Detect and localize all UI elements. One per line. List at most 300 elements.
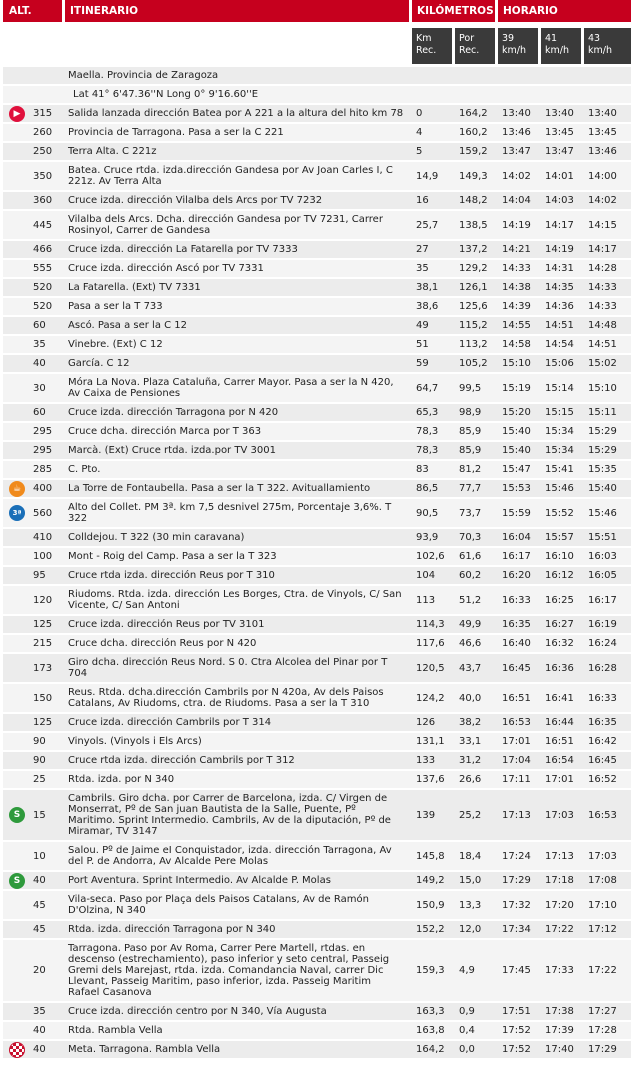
km-recorridos: 38,6 xyxy=(412,298,455,317)
itinerary-description: Cruce izda. dirección Vilalba dels Arcs por TV 7232 xyxy=(65,192,412,211)
time-41kmh: 17:01 xyxy=(541,771,584,790)
row-icon-cell xyxy=(3,124,31,143)
row-icon-cell xyxy=(3,891,31,921)
time-41kmh: 14:54 xyxy=(541,336,584,355)
speed-39-header: 39 km/h xyxy=(498,28,541,64)
km-por-recorrer: 61,6 xyxy=(455,548,498,567)
time-41kmh: 13:40 xyxy=(541,105,584,124)
time-41kmh: 15:46 xyxy=(541,480,584,499)
table-row xyxy=(3,872,631,891)
time-43kmh: 14:17 xyxy=(584,241,631,260)
km-por-recorrer: 77,7 xyxy=(455,480,498,499)
time-41kmh: 17:40 xyxy=(541,1041,584,1060)
altitude: 295 xyxy=(31,423,65,442)
table-row xyxy=(3,1022,631,1041)
itinerary-description: Ascó. Pasa a ser la C 12 xyxy=(65,317,412,336)
itinerary-description: Marcà. (Ext) Cruce rtda. izda.por TV 3001 xyxy=(65,442,412,461)
altitude: 20 xyxy=(31,940,65,1003)
sprint-icon: S xyxy=(9,807,25,823)
km-por-recorrer: 26,6 xyxy=(455,771,498,790)
time-43kmh: 15:35 xyxy=(584,461,631,480)
altitude: 125 xyxy=(31,714,65,733)
time-43kmh: 15:11 xyxy=(584,404,631,423)
altitude: 400 xyxy=(31,480,65,499)
km-recorridos: 139 xyxy=(412,790,455,842)
km-recorridos: 27 xyxy=(412,241,455,260)
altitude: 90 xyxy=(31,752,65,771)
altitude: 95 xyxy=(31,567,65,586)
time-41kmh: 14:36 xyxy=(541,298,584,317)
row-icon-cell xyxy=(3,241,31,260)
time-43kmh: 15:51 xyxy=(584,529,631,548)
km-por-recorrer: 115,2 xyxy=(455,317,498,336)
row-icon-cell xyxy=(3,192,31,211)
km-recorridos: 64,7 xyxy=(412,374,455,404)
time-39kmh: 16:53 xyxy=(498,714,541,733)
altitude: 35 xyxy=(31,1003,65,1022)
intro-row xyxy=(3,67,631,86)
time-41kmh: 16:10 xyxy=(541,548,584,567)
km-recorridos: 131,1 xyxy=(412,733,455,752)
altitude: 45 xyxy=(31,921,65,940)
km-por-recorrer: 125,6 xyxy=(455,298,498,317)
km-por-recorrer: 81,2 xyxy=(455,461,498,480)
time-41kmh: 15:34 xyxy=(541,423,584,442)
row-icon-cell xyxy=(3,733,31,752)
itinerary-description: Batea. Cruce rtda. izda.dirección Gandesa por Av Joan Carles I, C 221z. Av Terra Alta xyxy=(65,162,412,192)
table-row xyxy=(3,1003,631,1022)
row-icon-cell xyxy=(3,872,31,891)
itinerary-description: La Fatarella. (Ext) TV 7331 xyxy=(65,279,412,298)
row-icon-cell xyxy=(3,105,31,124)
table-row xyxy=(3,586,631,616)
alt-header: ALT. xyxy=(3,0,65,22)
table-row xyxy=(3,567,631,586)
altitude: 260 xyxy=(31,124,65,143)
altitude: 215 xyxy=(31,635,65,654)
table-row xyxy=(3,480,631,499)
altitude: 520 xyxy=(31,279,65,298)
itinerary-description: Cruce rtda izda. dirección Reus por T 310 xyxy=(65,567,412,586)
km-por-recorrer: 99,5 xyxy=(455,374,498,404)
time-39kmh: 15:59 xyxy=(498,499,541,529)
time-39kmh: 14:39 xyxy=(498,298,541,317)
time-41kmh: 16:36 xyxy=(541,654,584,684)
time-43kmh: 14:02 xyxy=(584,192,631,211)
row-icon-cell xyxy=(3,355,31,374)
time-39kmh: 17:32 xyxy=(498,891,541,921)
time-39kmh: 16:45 xyxy=(498,654,541,684)
km-recorridos: 16 xyxy=(412,192,455,211)
itinerary-page xyxy=(3,0,631,1060)
km-recorridos: 150,9 xyxy=(412,891,455,921)
km-por-recorrer: 12,0 xyxy=(455,921,498,940)
itinerary-description: Rtda. izda. por N 340 xyxy=(65,771,412,790)
altitude: 150 xyxy=(31,684,65,714)
time-41kmh: 14:17 xyxy=(541,211,584,241)
table-row xyxy=(3,499,631,529)
time-41kmh: 14:35 xyxy=(541,279,584,298)
altitude: 295 xyxy=(31,442,65,461)
time-43kmh: 15:46 xyxy=(584,499,631,529)
time-43kmh: 17:29 xyxy=(584,1041,631,1060)
km-por-recorrer: 113,2 xyxy=(455,336,498,355)
time-39kmh: 14:04 xyxy=(498,192,541,211)
km-recorridos: 137,6 xyxy=(412,771,455,790)
km-por-recorrer: 46,6 xyxy=(455,635,498,654)
itinerary-description: Tarragona. Paso por Av Roma, Carrer Pere Martell, rtdas. en descenso (estrechamiento), paso inferior y seto central, Passeig Gremi dels Marejast, rtda. izda. Comandancia Naval, carrer Dic Llevant, Passeig Maritim, paso inferior, izda. Passeig Maritim Rafael Casanova xyxy=(65,940,412,1003)
altitude: 40 xyxy=(31,1041,65,1060)
table-row xyxy=(3,635,631,654)
time-43kmh: 17:03 xyxy=(584,842,631,872)
time-39kmh: 16:20 xyxy=(498,567,541,586)
itinerary-description: Cruce izda. dirección Cambrils por T 314 xyxy=(65,714,412,733)
itinerary-description: Reus. Rtda. dcha.dirección Cambrils por N 420a, Av dels Paisos Catalans, Av Riudoms, ctra. de Riudoms. Pasa a ser la T 310 xyxy=(65,684,412,714)
table-row xyxy=(3,529,631,548)
itinerary-description: García. C 12 xyxy=(65,355,412,374)
row-icon-cell xyxy=(3,586,31,616)
km-recorridos: 49 xyxy=(412,317,455,336)
itinerary-description: La Torre de Fontaubella. Pasa a ser la T 322. Avituallamiento xyxy=(65,480,412,499)
time-39kmh: 16:51 xyxy=(498,684,541,714)
altitude: 285 xyxy=(31,461,65,480)
row-icon-cell xyxy=(3,162,31,192)
km-recorridos: 93,9 xyxy=(412,529,455,548)
time-43kmh: 16:03 xyxy=(584,548,631,567)
table-row xyxy=(3,355,631,374)
km-recorridos: 78,3 xyxy=(412,442,455,461)
table-row xyxy=(3,442,631,461)
km-por-recorrer: 85,9 xyxy=(455,442,498,461)
time-39kmh: 17:51 xyxy=(498,1003,541,1022)
time-41kmh: 14:19 xyxy=(541,241,584,260)
table-row xyxy=(3,279,631,298)
table-row xyxy=(3,790,631,842)
itinerary-description: Riudoms. Rtda. izda. dirección Les Borges, Ctra. de Vinyols, C/ San Vicente, C/ San Antoni xyxy=(65,586,412,616)
itinerary-description: Mont - Roig del Camp. Pasa a ser la T 323 xyxy=(65,548,412,567)
table-row xyxy=(3,616,631,635)
km-recorridos: 86,5 xyxy=(412,480,455,499)
itinerary-description: Vilalba dels Arcs. Dcha. dirección Gandesa por TV 7231, Carrer Rosinyol, Carrer de Gandesa xyxy=(65,211,412,241)
itinerary-description: Salida lanzada dirección Batea por A 221 a la altura del hito km 78 xyxy=(65,105,412,124)
time-43kmh: 16:24 xyxy=(584,635,631,654)
km-por-recorrer: 49,9 xyxy=(455,616,498,635)
kilometros-header: KILÓMETROS xyxy=(412,0,498,22)
time-39kmh: 13:46 xyxy=(498,124,541,143)
altitude: 466 xyxy=(31,241,65,260)
time-39kmh: 17:52 xyxy=(498,1022,541,1041)
km-por-recorrer: 138,5 xyxy=(455,211,498,241)
km-recorridos: 4 xyxy=(412,124,455,143)
time-39kmh: 15:10 xyxy=(498,355,541,374)
itinerary-description: Colldejou. T 322 (30 min caravana) xyxy=(65,529,412,548)
km-por-recorrer: 126,1 xyxy=(455,279,498,298)
time-43kmh: 17:22 xyxy=(584,940,631,1003)
row-icon-cell xyxy=(3,317,31,336)
km-por-recorrer: 31,2 xyxy=(455,752,498,771)
time-41kmh: 17:22 xyxy=(541,921,584,940)
km-por-recorrer: 0,4 xyxy=(455,1022,498,1041)
time-39kmh: 14:38 xyxy=(498,279,541,298)
table-row xyxy=(3,891,631,921)
intro-text: Lat 41° 6'47.36''N Long 0° 9'16.60''E xyxy=(65,86,412,105)
time-43kmh: 16:05 xyxy=(584,567,631,586)
itinerary-rows xyxy=(3,67,631,1060)
itinerary-description: C. Pto. xyxy=(65,461,412,480)
row-icon-cell xyxy=(3,548,31,567)
altitude: 35 xyxy=(31,336,65,355)
time-39kmh: 15:20 xyxy=(498,404,541,423)
row-icon-cell xyxy=(3,499,31,529)
time-43kmh: 17:10 xyxy=(584,891,631,921)
km-recorridos: 120,5 xyxy=(412,654,455,684)
km-por-recorrer: 105,2 xyxy=(455,355,498,374)
km-recorridos: 51 xyxy=(412,336,455,355)
row-icon-cell xyxy=(3,635,31,654)
altitude: 120 xyxy=(31,586,65,616)
row-icon-cell xyxy=(3,404,31,423)
table-row xyxy=(3,124,631,143)
table-row xyxy=(3,733,631,752)
table-row xyxy=(3,684,631,714)
feed-zone-icon: ☕ xyxy=(9,481,25,497)
altitude: 15 xyxy=(31,790,65,842)
table-row xyxy=(3,298,631,317)
time-39kmh: 17:29 xyxy=(498,872,541,891)
table-row xyxy=(3,654,631,684)
km-recorridos: 35 xyxy=(412,260,455,279)
altitude: 173 xyxy=(31,654,65,684)
time-43kmh: 17:08 xyxy=(584,872,631,891)
km-por-recorrer: 73,7 xyxy=(455,499,498,529)
altitude: 40 xyxy=(31,1022,65,1041)
time-39kmh: 17:24 xyxy=(498,842,541,872)
table-row xyxy=(3,143,631,162)
km-por-recorrer: 164,2 xyxy=(455,105,498,124)
km-por-recorrer: 38,2 xyxy=(455,714,498,733)
time-43kmh: 14:15 xyxy=(584,211,631,241)
altitude: 315 xyxy=(31,105,65,124)
altitude: 445 xyxy=(31,211,65,241)
time-43kmh: 16:52 xyxy=(584,771,631,790)
time-41kmh: 16:51 xyxy=(541,733,584,752)
itinerary-description: Cruce izda. dirección Reus por TV 3101 xyxy=(65,616,412,635)
time-43kmh: 16:19 xyxy=(584,616,631,635)
altitude: 40 xyxy=(31,872,65,891)
km-por-recorrer: 33,1 xyxy=(455,733,498,752)
time-39kmh: 16:17 xyxy=(498,548,541,567)
itinerary-description: Cruce izda. dirección La Fatarella por TV 7333 xyxy=(65,241,412,260)
time-39kmh: 14:21 xyxy=(498,241,541,260)
itinerary-description: Terra Alta. C 221z xyxy=(65,143,412,162)
time-41kmh: 15:41 xyxy=(541,461,584,480)
itinerary-description: Vinebre. (Ext) C 12 xyxy=(65,336,412,355)
time-43kmh: 15:29 xyxy=(584,423,631,442)
sprint-icon: S xyxy=(9,873,25,889)
mountain-pass-icon: 3ª xyxy=(9,505,25,521)
itinerary-description: Rtda. izda. dirección Tarragona por N 340 xyxy=(65,921,412,940)
row-icon-cell xyxy=(3,374,31,404)
time-39kmh: 14:55 xyxy=(498,317,541,336)
km-recorridos: 102,6 xyxy=(412,548,455,567)
time-41kmh: 14:01 xyxy=(541,162,584,192)
time-39kmh: 17:11 xyxy=(498,771,541,790)
altitude: 125 xyxy=(31,616,65,635)
time-39kmh: 17:04 xyxy=(498,752,541,771)
row-icon-cell xyxy=(3,1022,31,1041)
altitude: 60 xyxy=(31,317,65,336)
time-43kmh: 14:33 xyxy=(584,279,631,298)
finish-flag-icon xyxy=(9,1042,25,1058)
time-41kmh: 17:13 xyxy=(541,842,584,872)
time-39kmh: 14:02 xyxy=(498,162,541,192)
table-row xyxy=(3,404,631,423)
table-row xyxy=(3,374,631,404)
time-39kmh: 17:01 xyxy=(498,733,541,752)
time-39kmh: 15:40 xyxy=(498,442,541,461)
time-43kmh: 14:33 xyxy=(584,298,631,317)
km-por-recorrer: 149,3 xyxy=(455,162,498,192)
row-icon-cell xyxy=(3,336,31,355)
table-row xyxy=(3,1041,631,1060)
km-recorridos: 145,8 xyxy=(412,842,455,872)
time-41kmh: 16:25 xyxy=(541,586,584,616)
altitude: 10 xyxy=(31,842,65,872)
km-recorridos: 163,3 xyxy=(412,1003,455,1022)
altitude: 40 xyxy=(31,355,65,374)
horario-header: HORARIO xyxy=(498,0,631,22)
time-39kmh: 15:19 xyxy=(498,374,541,404)
altitude: 30 xyxy=(31,374,65,404)
km-por-recorrer: 43,7 xyxy=(455,654,498,684)
table-row xyxy=(3,461,631,480)
itinerario-header: ITINERARIO xyxy=(65,0,412,22)
itinerary-description: Alto del Collet. PM 3ª. km 7,5 desnivel 275m, Porcentaje 3,6%. T 322 xyxy=(65,499,412,529)
altitude: 45 xyxy=(31,891,65,921)
time-41kmh: 13:47 xyxy=(541,143,584,162)
row-icon-cell xyxy=(3,567,31,586)
time-41kmh: 16:54 xyxy=(541,752,584,771)
time-43kmh: 17:28 xyxy=(584,1022,631,1041)
speed-43-header: 43 km/h xyxy=(584,28,631,64)
altitude: 350 xyxy=(31,162,65,192)
row-icon-cell xyxy=(3,442,31,461)
km-recorridos: 14,9 xyxy=(412,162,455,192)
time-41kmh: 14:03 xyxy=(541,192,584,211)
row-icon-cell xyxy=(3,423,31,442)
row-icon-cell xyxy=(3,461,31,480)
time-43kmh: 13:40 xyxy=(584,105,631,124)
itinerary-description: Meta. Tarragona. Rambla Vella xyxy=(65,1041,412,1060)
table-row xyxy=(3,192,631,211)
itinerary-description: Vila-seca. Paso por Plaça dels Paisos Catalans, Av de Ramón D'Olzina, N 340 xyxy=(65,891,412,921)
time-41kmh: 17:39 xyxy=(541,1022,584,1041)
time-41kmh: 16:27 xyxy=(541,616,584,635)
itinerary-description: Provincia de Tarragona. Pasa a ser la C 221 xyxy=(65,124,412,143)
table-row xyxy=(3,921,631,940)
table-row xyxy=(3,260,631,279)
row-icon-cell xyxy=(3,921,31,940)
km-recorridos: 114,3 xyxy=(412,616,455,635)
time-41kmh: 17:33 xyxy=(541,940,584,1003)
km-por-recorrer: 148,2 xyxy=(455,192,498,211)
km-recorridos: 90,5 xyxy=(412,499,455,529)
altitude: 250 xyxy=(31,143,65,162)
time-41kmh: 17:20 xyxy=(541,891,584,921)
intro-text: Maella. Provincia de Zaragoza xyxy=(65,67,412,86)
km-por-recorrer: 0,9 xyxy=(455,1003,498,1022)
time-39kmh: 16:04 xyxy=(498,529,541,548)
row-icon-cell xyxy=(3,480,31,499)
km-por-recorrer: 159,2 xyxy=(455,143,498,162)
altitude: 60 xyxy=(31,404,65,423)
row-icon-cell xyxy=(3,714,31,733)
time-39kmh: 13:40 xyxy=(498,105,541,124)
time-41kmh: 17:03 xyxy=(541,790,584,842)
itinerary-description: Rtda. Rambla Vella xyxy=(65,1022,412,1041)
itinerary-description: Cruce izda. dirección Tarragona por N 420 xyxy=(65,404,412,423)
time-43kmh: 14:28 xyxy=(584,260,631,279)
row-icon-cell xyxy=(3,684,31,714)
time-43kmh: 15:40 xyxy=(584,480,631,499)
km-por-recorrer: 98,9 xyxy=(455,404,498,423)
time-41kmh: 16:44 xyxy=(541,714,584,733)
row-icon-cell xyxy=(3,771,31,790)
km-recorridos: 133 xyxy=(412,752,455,771)
km-recorridos: 5 xyxy=(412,143,455,162)
row-icon-cell xyxy=(3,298,31,317)
time-39kmh: 15:47 xyxy=(498,461,541,480)
time-41kmh: 16:41 xyxy=(541,684,584,714)
table-row xyxy=(3,162,631,192)
itinerary-description: Cruce izda. dirección centro por N 340, Vía Augusta xyxy=(65,1003,412,1022)
itinerary-description: Cruce dcha. dirección Marca por T 363 xyxy=(65,423,412,442)
km-recorridos: 113 xyxy=(412,586,455,616)
table-row xyxy=(3,336,631,355)
km-por-recorrer: 85,9 xyxy=(455,423,498,442)
row-icon-cell xyxy=(3,211,31,241)
row-icon-cell xyxy=(3,752,31,771)
table-row xyxy=(3,714,631,733)
time-39kmh: 13:47 xyxy=(498,143,541,162)
time-41kmh: 17:38 xyxy=(541,1003,584,1022)
km-recorridos: 78,3 xyxy=(412,423,455,442)
row-icon-cell xyxy=(3,1041,31,1060)
table-row xyxy=(3,548,631,567)
time-43kmh: 16:42 xyxy=(584,733,631,752)
itinerary-description: Pasa a ser la T 733 xyxy=(65,298,412,317)
altitude: 560 xyxy=(31,499,65,529)
table-row xyxy=(3,940,631,1003)
row-icon-cell xyxy=(3,790,31,842)
time-43kmh: 17:27 xyxy=(584,1003,631,1022)
altitude: 25 xyxy=(31,771,65,790)
itinerary-description: Port Aventura. Sprint Intermedio. Av Alcalde P. Molas xyxy=(65,872,412,891)
km-recorridos: 104 xyxy=(412,567,455,586)
km-recorridos: 163,8 xyxy=(412,1022,455,1041)
speed-41-header: 41 km/h xyxy=(541,28,584,64)
km-por-recorrer: 18,4 xyxy=(455,842,498,872)
row-icon-cell xyxy=(3,143,31,162)
itinerary-description: Salou. Pº de Jaime eI Conquistador, izda. dirección Tarragona, Av del P. de Andorra, Av Alcalde Pere Molas xyxy=(65,842,412,872)
time-41kmh: 15:57 xyxy=(541,529,584,548)
itinerary-description: Móra La Nova. Plaza Cataluña, Carrer Mayor. Pasa a ser la N 420, Av Caixa de Pensiones xyxy=(65,374,412,404)
km-recorridos: 65,3 xyxy=(412,404,455,423)
time-43kmh: 14:51 xyxy=(584,336,631,355)
time-41kmh: 15:52 xyxy=(541,499,584,529)
time-41kmh: 15:15 xyxy=(541,404,584,423)
time-41kmh: 16:32 xyxy=(541,635,584,654)
